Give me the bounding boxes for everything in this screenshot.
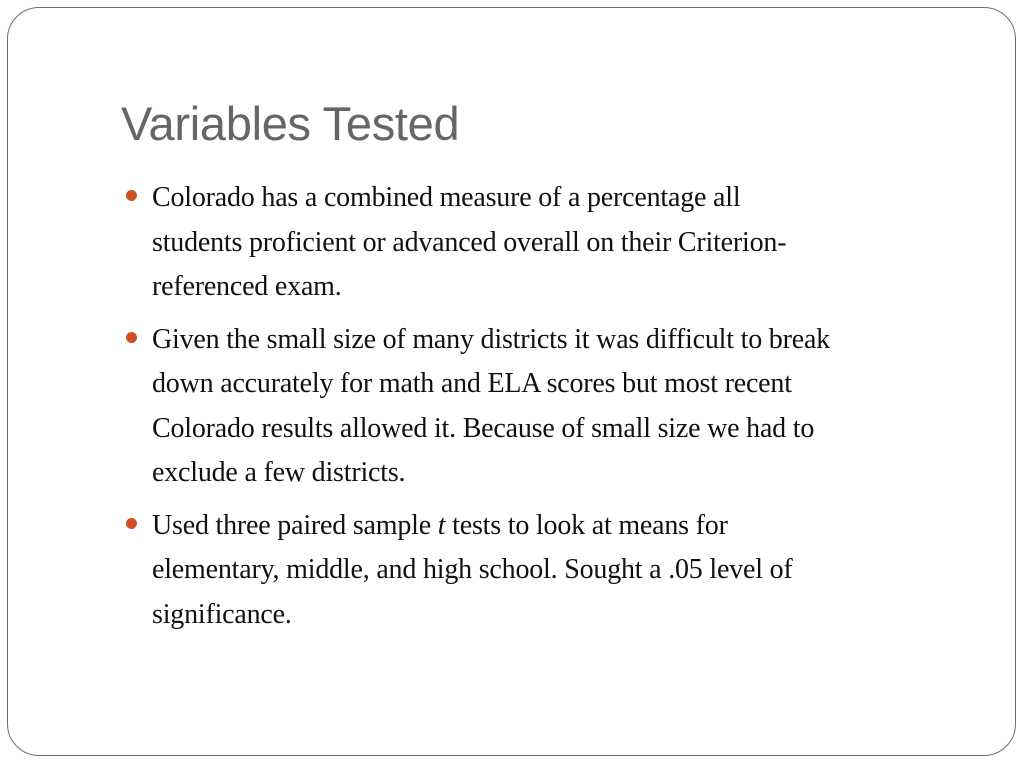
bullet-line: down accurately for math and ELA scores but most recent [152, 368, 792, 399]
bullet-dot-icon [126, 332, 137, 343]
bullet-line: referenced exam. [152, 271, 342, 302]
text-segment: tests to look at means for [445, 509, 728, 541]
bullet-line [152, 504, 830, 549]
bullet-line: students proficient or advanced overall on their Criterion- [152, 226, 787, 258]
bullet-line: Given the small size of many districts it was difficult to break [152, 323, 830, 355]
bullet-line: Colorado results allowed it. Because of small size we had to [152, 412, 815, 444]
bullet-line: elementary, middle, and high school. Sought a .05 level of [152, 554, 793, 585]
bullet-item [152, 176, 830, 310]
bullet-list [152, 176, 830, 645]
slide-title: Variables Tested [121, 97, 460, 150]
bullet-line: significance. [152, 598, 292, 630]
bullet-dot-icon [126, 190, 137, 201]
bullet-item [152, 504, 830, 638]
text-segment: Used three paired sample [152, 509, 438, 541]
bullet-line: Colorado has a combined measure of a percentage all [152, 182, 741, 213]
bullet-dot-icon [126, 518, 137, 529]
italic-t: t [437, 509, 446, 541]
bullet-item [152, 318, 830, 496]
slide-frame [7, 7, 1016, 756]
bullet-line: exclude a few districts. [152, 457, 406, 488]
